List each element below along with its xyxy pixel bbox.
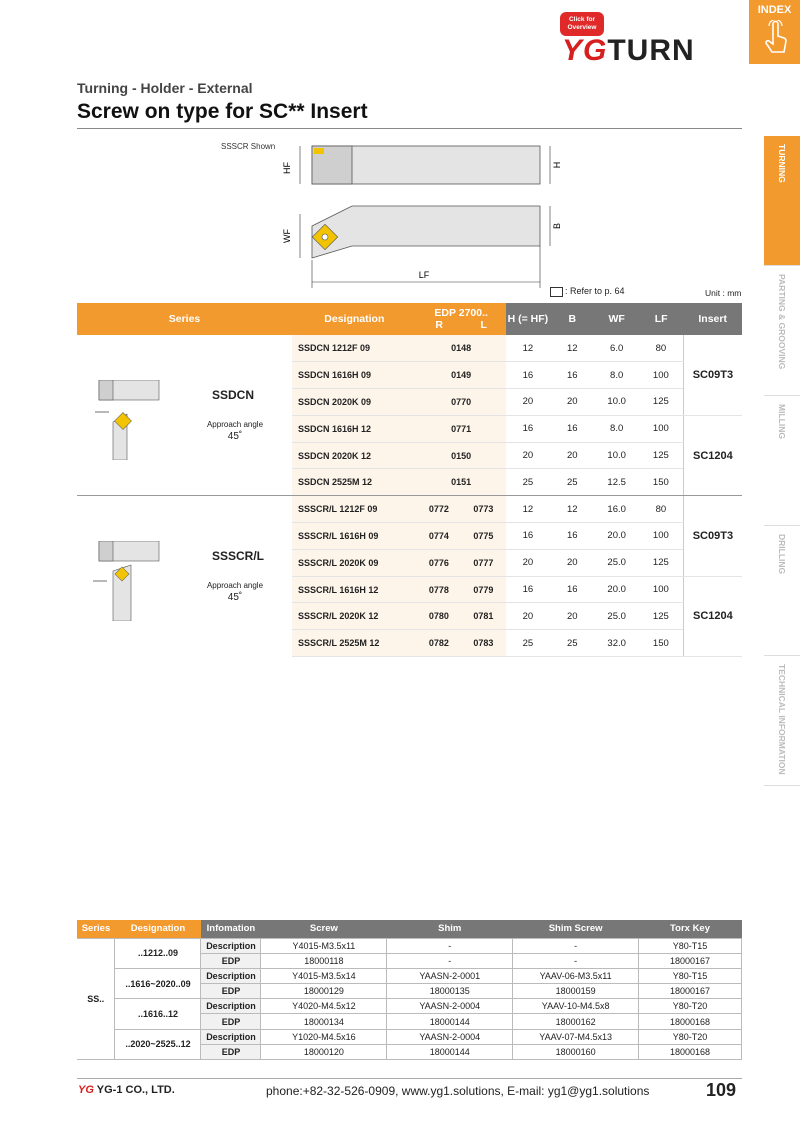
page-title: Screw on type for SC** Insert xyxy=(77,100,368,123)
parts-col-shim: Shim xyxy=(387,920,513,938)
series-name: SSSCR/L xyxy=(212,549,265,564)
series-name: SSDCN xyxy=(212,388,255,403)
col-wf: WF xyxy=(594,303,638,335)
table-row: EDP 18000118 - - 18000167 xyxy=(77,953,742,968)
footer-divider xyxy=(77,1078,742,1079)
breadcrumb: Turning - Holder - External xyxy=(77,80,253,96)
dim-wf: WF xyxy=(282,229,292,243)
ssdcn-holder-icon xyxy=(89,380,169,460)
table-row: SSSCR/L 2020K 09 0776 0777 20 20 25.0 125 xyxy=(77,549,742,576)
table-row: ..1616~2020..09 Description Y4015-M3.5x14 YAASN-2-0001 YAAV-06-M3.5x11 Y80-T15 xyxy=(77,968,742,983)
footer-contact: phone:+82-32-526-0909, www.yg1.solutions, E-mail: yg1@yg1.solutions xyxy=(266,1084,650,1098)
table-row: ..2020~2525..12 Description Y1020-M4.5x16 YAASN-2-0004 YAAV-07-M4.5x13 Y80-T20 xyxy=(77,1029,742,1044)
side-tabs xyxy=(764,136,800,786)
table-row: SSDCN Approach angle 45˚ SSDCN 1212F 09 0148 12 12 6.0 80 SC09T3 xyxy=(77,335,742,362)
dim-b: B xyxy=(552,222,562,230)
series-cell-ssscrl xyxy=(77,496,292,657)
dim-hf: HF xyxy=(282,162,292,174)
parts-col-shim-screw: Shim Screw xyxy=(513,920,639,938)
title-divider xyxy=(77,128,742,129)
table-row: SSSCR/L Approach angle 45˚ SSSCR/L 1212F 09 0772 0773 12 12 16.0 80 SC09T3 xyxy=(77,496,742,523)
dim-h: H xyxy=(552,161,562,169)
insert-cell: SC1204 xyxy=(683,415,742,495)
table-row: SSDCN 1616H 09 0149 16 16 8.0 100 xyxy=(77,362,742,389)
footer-logo: YG YG-1 CO., LTD. xyxy=(78,1084,175,1096)
series-cell-ssdcn xyxy=(77,335,292,496)
parts-col-series: Series xyxy=(77,920,115,938)
col-lf: LF xyxy=(639,303,683,335)
table-row: SSDCN 1616H 12 0771 16 16 8.0 100 SC1204 xyxy=(77,415,742,442)
insert-cell: SC09T3 xyxy=(683,335,742,415)
table-row: SSDCN 2020K 09 0770 20 20 10.0 125 xyxy=(77,389,742,416)
refer-note: : Refer to p. 64 xyxy=(550,286,625,297)
table-row: ..1616..12 Description Y4020-M4.5x12 YAASN-2-0004 YAAV-10-M4.5x8 Y80-T20 xyxy=(77,999,742,1014)
holder-drawing xyxy=(200,140,580,300)
insert-cell: SC09T3 xyxy=(683,496,742,576)
col-series: Series xyxy=(77,303,292,335)
parts-col-screw: Screw xyxy=(261,920,387,938)
yg-turn-logo[interactable] xyxy=(560,12,740,68)
table-row: SSSCR/L 2525M 12 0782 0783 25 25 32.0 150 xyxy=(77,630,742,657)
tab-milling[interactable]: MILLING xyxy=(764,396,800,526)
holder-table xyxy=(77,303,742,657)
logo-text: YGTURN xyxy=(562,34,695,67)
parts-table xyxy=(77,920,742,1060)
table-row: SSSCR/L 1616H 12 0778 0779 16 16 20.0 100 SC1204 xyxy=(77,576,742,603)
index-button[interactable] xyxy=(749,0,800,64)
page-number: 109 xyxy=(706,1080,737,1100)
parts-col-designation: Designation xyxy=(115,920,201,938)
table-row: EDP 18000134 18000144 18000162 18000168 xyxy=(77,1014,742,1029)
tab-technical-information[interactable]: TECHNICAL INFORMATION xyxy=(764,656,800,786)
hand-pointer-icon xyxy=(760,20,790,58)
tab-drilling[interactable]: DRILLING xyxy=(764,526,800,656)
col-h: H (= HF) xyxy=(506,303,550,335)
col-designation: Designation xyxy=(292,303,417,335)
tab-turning[interactable]: TURNING xyxy=(764,136,800,266)
index-label: INDEX xyxy=(757,4,792,16)
col-insert: Insert xyxy=(683,303,742,335)
table-row: SSSCR/L 1616H 09 0774 0775 16 16 20.0 100 xyxy=(77,523,742,550)
col-b: B xyxy=(550,303,594,335)
approach-angle: Approach angle 45˚ xyxy=(206,420,264,443)
table-row: SS.. ..1212..09 Description Y4015-M3.5x11 - - Y80-T15 xyxy=(77,938,742,953)
insert-cell: SC1204 xyxy=(683,576,742,656)
click-for-overview-badge[interactable]: Click for Overview xyxy=(560,12,604,36)
unit-label: Unit : mm xyxy=(705,288,742,298)
table-row: EDP 18000129 18000135 18000159 18000167 xyxy=(77,984,742,999)
parts-series: SS.. xyxy=(77,938,115,1060)
approach-angle: Approach angle 45˚ xyxy=(206,581,264,604)
table-row: SSSCR/L 2020K 12 0780 0781 20 20 25.0 125 xyxy=(77,603,742,630)
table-row: SSDCN 2020K 12 0150 20 20 10.0 125 xyxy=(77,442,742,469)
ssscrl-holder-icon xyxy=(89,541,169,621)
insert-symbol-icon xyxy=(550,287,563,297)
table-row: EDP 18000120 18000144 18000160 18000168 xyxy=(77,1044,742,1059)
parts-col-torx-key: Torx Key xyxy=(639,920,742,938)
col-edp: EDP 2700.. R L xyxy=(417,303,506,335)
table-row: SSDCN 2525M 12 0151 25 25 12.5 150 xyxy=(77,469,742,496)
tab-parting-grooving[interactable]: PARTING & GROOVING xyxy=(764,266,800,396)
dim-lf: LF xyxy=(418,270,430,280)
shown-label: SSSCR Shown xyxy=(221,142,276,151)
parts-col-info: Infomation xyxy=(201,920,261,938)
